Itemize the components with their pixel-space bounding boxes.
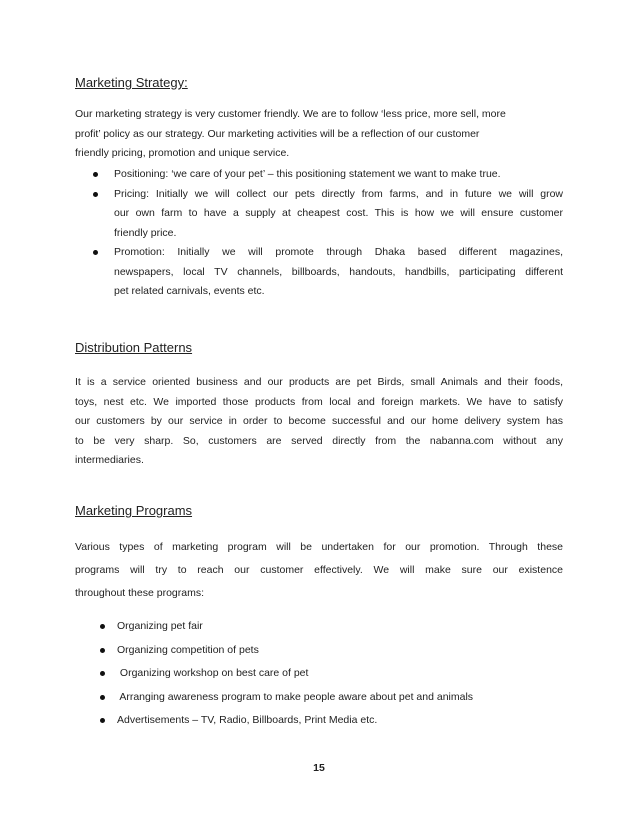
- marketing-strategy-paragraph: [75, 105, 563, 164]
- list-item-line: pet related carnivals, events etc.: [114, 285, 265, 297]
- list-item: [75, 712, 563, 729]
- paragraph-line: programs will try to reach our customer effectively. We will make sure our existence: [75, 564, 563, 576]
- bullet-icon: [93, 192, 98, 197]
- marketing-programs-bullet-list: [75, 618, 563, 736]
- distribution-paragraph: [75, 373, 563, 471]
- list-item: [75, 665, 563, 682]
- bullet-icon: [100, 695, 105, 700]
- paragraph-line: throughout these programs:: [75, 587, 204, 599]
- list-item-line: Positioning: ‘we care of your pet’ – this positioning statement we want to make true.: [114, 168, 501, 180]
- list-item-text: Advertisements – TV, Radio, Billboards, Print Media etc.: [117, 714, 378, 726]
- list-item-text: Arranging awareness program to make people aware about pet and animals: [117, 690, 474, 703]
- paragraph-line: our customers by our service in order to become successful and our home delivery system has: [75, 415, 563, 427]
- marketing-strategy-bullet-list: [75, 165, 563, 302]
- paragraph-line: profit’ policy as our strategy. Our marketing activities will be a reflection of our customer: [75, 127, 480, 140]
- paragraph-line: friendly pricing, promotion and unique service.: [75, 147, 290, 159]
- list-item-pricing: [75, 185, 563, 244]
- list-item-line: newspapers, local TV channels, billboards, handouts, handbills, participating different: [114, 265, 563, 278]
- bullet-icon: [100, 648, 105, 653]
- marketing-programs-paragraph: [75, 536, 563, 605]
- bullet-icon: [93, 250, 98, 255]
- page-number: 15: [313, 762, 325, 774]
- heading-marketing-strategy: Marketing Strategy:: [75, 75, 188, 90]
- list-item-line: our own farm to have a supply at cheapest cost. This is how we will ensure customer: [114, 207, 563, 219]
- list-item: [75, 618, 563, 635]
- bullet-icon: [93, 172, 98, 177]
- list-item: [75, 689, 563, 706]
- list-item-line: Promotion: Initially we will promote through Dhaka based different magazines,: [114, 246, 563, 258]
- heading-marketing-programs: Marketing Programs: [75, 503, 193, 518]
- bullet-icon: [100, 718, 105, 723]
- list-item-text: Organizing competition of pets: [117, 643, 259, 656]
- list-item-text: Organizing pet fair: [117, 620, 203, 632]
- paragraph-line: intermediaries.: [75, 454, 144, 466]
- list-item-line: Pricing: Initially we will collect our pets directly from farms, and in future we will grow: [114, 187, 563, 200]
- list-item-promotion: [75, 243, 563, 302]
- list-item-text: Organizing workshop on best care of pet: [117, 667, 309, 679]
- paragraph-line: to be very sharp. So, customers are served directly from the nabanna.com without any: [75, 434, 563, 447]
- bullet-icon: [100, 671, 105, 676]
- bullet-icon: [100, 624, 105, 629]
- heading-distribution-patterns: Distribution Patterns: [75, 340, 193, 355]
- list-item-positioning: [75, 165, 563, 185]
- list-item-line: friendly price.: [114, 226, 177, 239]
- paragraph-line: toys, nest etc. We imported those products from local and foreign markets. We have to satisfy: [75, 395, 563, 408]
- list-item: [75, 642, 563, 659]
- paragraph-line: It is a service oriented business and our products are pet Birds, small Animals and their foods,: [75, 376, 563, 388]
- paragraph-line: Our marketing strategy is very customer friendly. We are to follow ‘less price, more sell, more: [75, 108, 506, 120]
- paragraph-line: Various types of marketing program will be undertaken for our promotion. Through these: [75, 541, 563, 553]
